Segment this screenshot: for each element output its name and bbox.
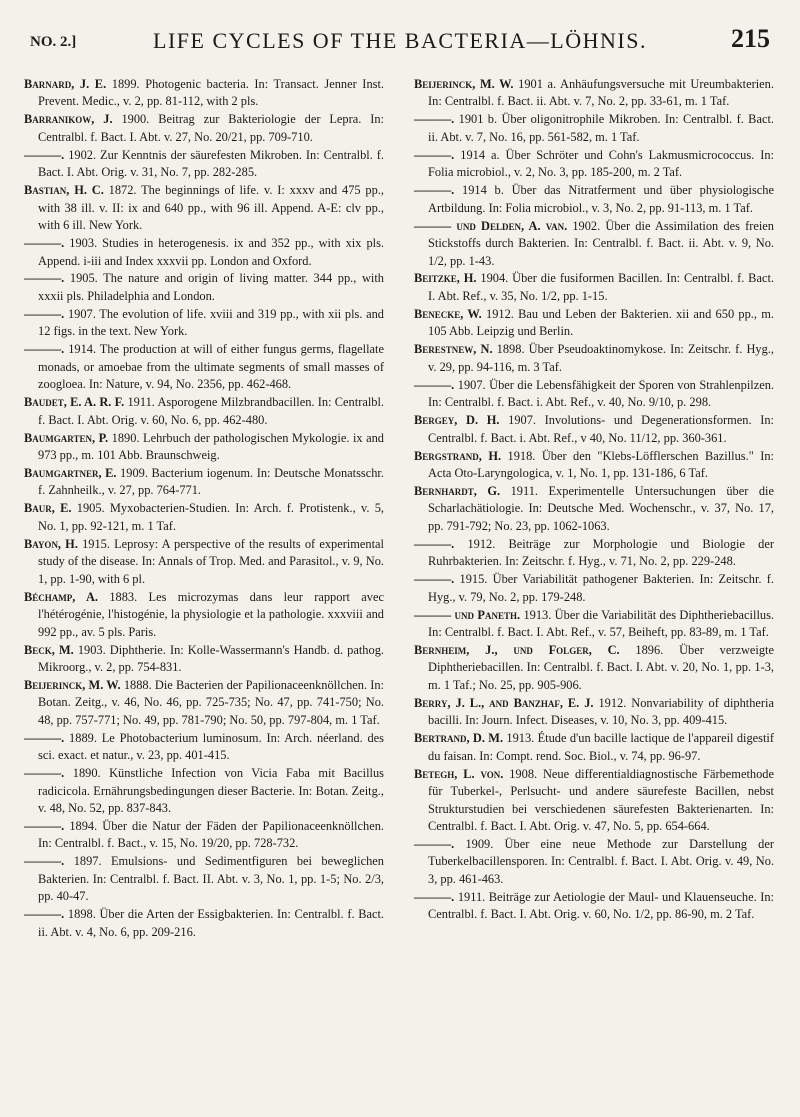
entry-author: Béchamp, A. (24, 589, 99, 604)
bibliography-entry (414, 147, 774, 182)
entry-author: Bertrand, D. M. (414, 731, 504, 746)
entry-citation: 1905. Myxobacterien-Studien. In: Arch. f. Protistenk., v. 5, No. 1, pp. 92-121, m. 1 Taf. (38, 501, 384, 533)
entry-author: ———. (24, 236, 65, 251)
page-header (30, 20, 770, 70)
entry-citation: 1872. The beginnings of life. v. I: xxxv and 475 pp., with 38 ill. v. II: ix and 640 pp., with 96 ill. Append. A-E: clv pp., with 6 ill. New York. (38, 183, 384, 233)
bibliography-entry (24, 677, 384, 729)
entry-author: ———. (24, 306, 65, 321)
bibliography-entry (414, 218, 774, 270)
entry-author: ———. (24, 730, 65, 745)
running-title: LIFE CYCLES OF THE BACTERIA—LÖHNIS. (153, 28, 647, 53)
entry-author: Baudet, E. A. R. F. (24, 395, 125, 410)
bibliography-entry (414, 412, 774, 447)
entry-citation: 1902. Zur Kenntnis der säurefesten Mikroben. In: Centralbl. f. Bact. I. Abt. Orig. v. 31, No. 7, pp. 282-285. (38, 147, 384, 180)
entry-citation: 1890. Künstliche Infection von Vicia Faba mit Bacillus radicicola. Ernährungsbedingungen dieser Bacterie. In: Botan. Zeitg., v. 48, No. 52, pp. 837-843. (38, 766, 384, 816)
entry-citation: 1899. Photogenic bacteria. In: Transact. Jenner Inst. Prevent. Medic., v. 2, pp. 81-112, with 2 pls. (38, 77, 384, 109)
entry-author: Bayon, H. (24, 536, 78, 551)
bibliography-entry (24, 430, 384, 465)
entry-citation: 1907. Involutions- und Degenerationsformen. In: Centralbl. f. Bact. i. Abt. Ref., v 40, No. 11/12, pp. 360-361. (428, 413, 774, 445)
entry-author: Beijerinck, M. W. (24, 677, 121, 692)
entry-citation: 1914 a. Über Schröter und Cohn's Lakmusmicrococcus. In: Folia microbiol., v. 2, No. 3, pp. 185-200, m. 2 Taf. (428, 147, 774, 180)
bibliography-entry (24, 500, 384, 535)
bibliography-entry (414, 111, 774, 146)
bibliography-entry (24, 270, 384, 305)
bibliography-entry (24, 642, 384, 677)
entry-citation: 1900. Beitrag zur Bakteriologie der Lepra. In: Centralbl. f. Bact. I. Abt. v. 27, No. 20/21, pp. 709-710. (38, 112, 384, 144)
entry-author: ———. (24, 147, 65, 162)
bibliography-entry (24, 76, 384, 111)
bibliography-entry (414, 182, 774, 217)
entry-author: ——— und Delden, A. van. (414, 218, 568, 233)
entry-author: ———. (24, 819, 65, 834)
entry-author: ———. (414, 377, 455, 392)
entry-citation: 1888. Die Bacterien der Papilionaceenknöllchen. In: Botan. Zeitg., v. 46, No. 46, pp. 725-735; No. 47, pp. 741-750; No. 48, pp. 757-771; No. 49, pp. 781-790; No. 50, pp. 797-804, m. 1 Taf. (38, 677, 384, 727)
entry-author: ——— und Paneth. (414, 607, 521, 622)
entry-author: ———. (24, 907, 65, 922)
entry-author: Benecke, W. (414, 306, 482, 321)
bibliography-entry (24, 730, 384, 765)
entry-author: ———. (414, 889, 455, 904)
entry-author: ———. (414, 147, 455, 162)
entry-citation: 1913. Étude d'un bacille lactique de l'appareil digestif du faisan. In: Compt. rend. Soc. Biol., v. 74, pp. 96-97. (428, 731, 774, 763)
entry-author: ———. (24, 271, 65, 286)
entry-author: ———. (24, 342, 65, 357)
entry-citation: 1909. Über eine neue Methode zur Darstellung der Tuberkelbacillensporen. In: Centralbl. f. Bact. I. Abt. Orig. v. 49, No. 3, pp. 461-463. (428, 836, 774, 886)
entry-citation: 1914. The production at will of either fungus germs, flagellate monads, or amoebae from the ultimate segments of small masses of zoogloea. In: Nature, v. 94, No. 2356, pp. 462-468. (38, 342, 384, 392)
entry-author: ———. (24, 766, 65, 781)
bibliography-entry (414, 730, 774, 765)
entry-author: Barnard, J. E. (24, 77, 107, 91)
issue-number: NO. 2.] (30, 34, 77, 50)
bibliography-entry (414, 536, 774, 571)
entry-author: Baumgartner, E. (24, 465, 117, 480)
entry-author: ———. (414, 836, 455, 851)
entry-citation: 1911. Beiträge zur Aetiologie der Maul- und Klauenseuche. In: Centralbl. f. Bact. I. Abt. Orig. v. 60, No. 1/2, pp. 86-90, m. 2 Taf. (428, 889, 774, 922)
entry-citation: 1918. Über den "Klebs-Löfflerschen Bazillus." In: Acta Oto-Laryngologica, v. 1, No. 1, pp. 131-186, 6 Taf. (428, 448, 774, 480)
entry-citation: 1898. Über Pseudoaktinomykose. In: Zeitschr. f. Hyg., v. 29, pp. 94-116, m. 3 Taf. (428, 342, 774, 374)
bibliography-entry (24, 341, 384, 393)
entry-citation: 1901 a. Anhäufungsversuche mit Ureumbakterien. In: Centralbl. f. Bact. ii. Abt. v. 7, No. 2, pp. 33-61, m. 1 Taf. (428, 77, 774, 109)
entry-citation: 1883. Les microzymas dans leur rapport avec l'hétérogénie, l'histogénie, la physiologie et la pathologie. xxxviii and 992 pp., av. 5 pls. Paris. (38, 589, 384, 639)
entry-author: Bergstrand, H. (414, 448, 502, 463)
entry-citation: 1905. The nature and origin of living matter. 344 pp., with xxxii pls. Philadelphia and London. (38, 271, 384, 303)
bibliography-entry (24, 147, 384, 182)
entry-citation: 1909. Bacterium iogenum. In: Deutsche Monatsschr. f. Zahnheilk., v. 27, pp. 764-771. (38, 465, 384, 498)
entry-author: Berestnew, N. (414, 342, 493, 357)
bibliography-entry (24, 465, 384, 500)
bibliography-column-right (414, 76, 774, 924)
page-number: 215 (731, 24, 770, 53)
entry-citation: 1896. Über verzweigte Diphtheriebacillen. In: Centralbl. f. Bact. I. Abt. v. 20, No. 1, pp. 1-3, m. 1 Taf.; No. 25, pp. 905-906. (428, 643, 774, 692)
bibliography-entry (24, 853, 384, 905)
bibliography-entry (24, 818, 384, 853)
entry-author: Beck, M. (24, 642, 74, 657)
entry-citation: 1915. Über Variabilität pathogener Bakterien. In: Zeitschr. f. Hyg., v. 79, No. 2, pp. 179-248. (428, 572, 774, 604)
entry-citation: 1913. Über die Variabilität des Diphtheriebacillus. In: Centralbl. f. Bact. I. Abt. Ref., v. 57, Beiheft, pp. 83-89, m. 1 Taf. (428, 607, 774, 640)
bibliography-entry (414, 377, 774, 412)
entry-citation: 1907. Über die Lebensfähigkeit der Sporen von Strahlenpilzen. In: Centralbl. f. Bact. i. Abt. Ref., v. 40, No. 9/10, p. 298. (428, 377, 774, 410)
entry-citation: 1907. The evolution of life. xviii and 319 pp., with xii pls. and 12 figs. in the text. New York. (38, 306, 384, 339)
entry-author: Baumgarten, P. (24, 430, 109, 445)
bibliography-entry (414, 642, 774, 694)
entry-author: ———. (414, 183, 455, 198)
entry-citation: 1894. Über die Natur der Fäden der Papilionaceenknöllchen. In: Centralbl. f. Bact., v. 15, No. 19/20, pp. 728-732. (38, 819, 384, 851)
bibliography-entry (414, 270, 774, 305)
entry-citation: 1903. Diphtherie. In: Kolle-Wassermann's Handb. d. pathog. Mikroorg., v. 2, pp. 754-831. (38, 642, 384, 674)
entry-author: Barranikow, J. (24, 112, 113, 127)
bibliography-entry (24, 306, 384, 341)
bibliography-entry (414, 76, 774, 111)
entry-citation: 1904. Über die fusiformen Bacillen. In: Centralbl. f. Bact. I. Abt. Ref., v. 35, No. 1/2, pp. 1-15. (428, 271, 774, 303)
bibliography-entry (24, 394, 384, 429)
bibliography-column-left (24, 76, 384, 942)
entry-author: Beitzke, H. (414, 271, 477, 286)
bibliography-entry (414, 836, 774, 888)
bibliography-entry (414, 341, 774, 376)
bibliography-entry (24, 536, 384, 588)
bibliography-entry (24, 182, 384, 234)
bibliography-entry (414, 448, 774, 483)
entry-author: Bernheim, J., und Folger, C. (414, 643, 620, 657)
entry-author: Bastian, H. C. (24, 183, 104, 198)
entry-author: ———. (414, 112, 455, 127)
entry-citation: 1912. Beiträge zur Morphologie und Biologie der Ruhrbakterien. In: Zeitschr. f. Hyg., v. 71, No. 2, pp. 229-248. (428, 536, 774, 569)
entry-citation: 1903. Studies in heterogenesis. ix and 352 pp., with xix pls. Append. i-iii and Index xxxvii pp. London and Oxford. (38, 236, 384, 268)
entry-citation: 1898. Über die Arten der Essigbakterien. In: Centralbl. f. Bact. ii. Abt. v. 4, No. 6, pp. 209-216. (38, 907, 384, 939)
entry-author: ———. (414, 536, 455, 551)
entry-author: ———. (414, 572, 455, 587)
entry-author: Bernhardt, G. (414, 483, 501, 498)
entry-author: Bergey, D. H. (414, 413, 500, 428)
bibliography-entry (24, 235, 384, 270)
entry-author: Beijerinck, M. W. (414, 77, 514, 91)
entry-author: ———. (24, 854, 65, 869)
entry-citation: 1911. Experimentelle Untersuchungen über die Scharlachätiologie. In: Deutsche Med. Wochenschr., v. 37, No. 17, pp. 791-792; No. 23, pp. 1062-1063. (428, 483, 774, 533)
entry-author: Baur, E. (24, 501, 72, 516)
bibliography-entry (414, 607, 774, 642)
entry-citation: 1912. Nonvariability of diphtheria bacilli. In: Journ. Infect. Diseases, v. 10, No. 3, pp. 409-415. (428, 695, 775, 728)
bibliography-entry (414, 483, 774, 535)
entry-citation: 1902. Über die Assimilation des freien Stickstoffs durch Bakterien. In: Centralbl. f. Bact. ii. Abt. v. 9, No. 1/2, pp. 1-43. (428, 218, 774, 268)
bibliography-entry (414, 695, 774, 730)
entry-citation: 1912. Bau und Leben der Bakterien. xii and 650 pp., m. 105 Abb. Leipzig und Berlin. (428, 306, 774, 339)
bibliography-entry (414, 889, 774, 924)
entry-citation: 1908. Neue differentialdiagnostische Färbemethode für Tuberkel-, Perlsucht- und andere säurefeste Bacillen, nebst Strukturstudien bei verschiedenen säurefesten Bakterienarten. In: Centralbl. f. Bact. I. Abt. Orig. v. 47, No. 5, pp. 654-664. (428, 766, 774, 834)
entry-author: Berry, J. L., and Banzhaf, E. J. (414, 695, 594, 710)
bibliography-entry (414, 571, 774, 606)
entry-author: Betegh, L. von. (414, 766, 504, 781)
bibliography-entry (24, 906, 384, 941)
bibliography-entry (414, 306, 774, 341)
entry-citation: 1911. Asporogene Milzbrandbacillen. In: Centralbl. f. Bact. I. Abt. Orig. v. 60, No. 6, pp. 462-480. (38, 395, 384, 427)
entry-citation: 1897. Emulsions- und Sedimentfiguren bei beweglichen Bakterien. In: Centralbl. f. Bact. II. Abt. v. 3, No. 1, pp. 1-5; No. 2/3, pp. 40-47. (38, 854, 384, 904)
entry-citation: 1915. Leprosy: A perspective of the results of experimental study of the disease. In: Annals of Trop. Med. and Parasitol., v. 9, No. 1, pp. 1-90, with 6 pl. (38, 536, 384, 586)
bibliography-entry (24, 589, 384, 641)
entry-citation: 1889. Le Photobacterium luminosum. In: Arch. néerland. des sci. exact. et natur., v. 23, pp. 401-415. (38, 730, 384, 763)
bibliography-entry (24, 765, 384, 817)
bibliography-entry (24, 111, 384, 146)
entry-citation: 1914 b. Über das Nitratferment und über physiologische Artbildung. In: Folia microbiol., v. 3, No. 2, pp. 91-113, m. 1 Taf. (428, 183, 774, 215)
bibliography-entry (414, 766, 774, 836)
entry-citation: 1890. Lehrbuch der pathologischen Mykologie. ix and 973 pp., m. 101 Abb. Braunschweig. (38, 430, 384, 463)
entry-citation: 1901 b. Über oligonitrophile Mikroben. In: Centralbl. f. Bact. ii. Abt. v. 7, No. 16, pp. 561-582, m. 1 Taf. (428, 112, 774, 144)
